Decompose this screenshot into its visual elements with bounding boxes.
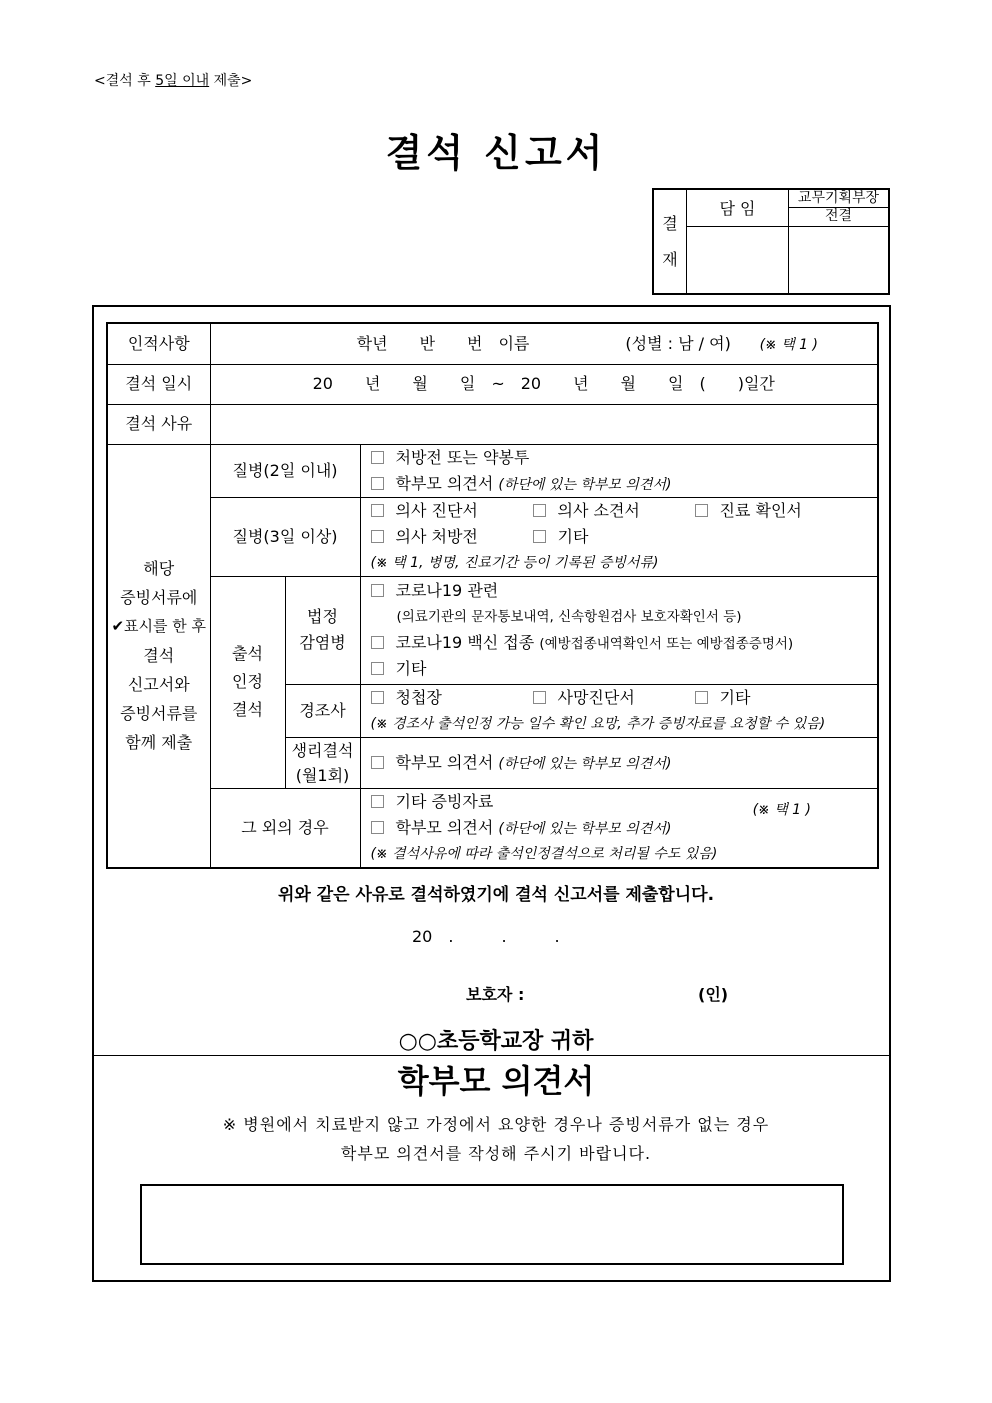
submission-note xyxy=(94,70,252,90)
checkbox-diagnosis[interactable]: 의사 진단서 xyxy=(371,498,533,524)
checkbox-infect-other[interactable]: 기타 xyxy=(371,656,872,682)
seal-label: (인) xyxy=(698,985,729,1004)
checkbox-family-other[interactable]: 기타 xyxy=(695,688,751,707)
submit-date-field[interactable]: 20 . . . xyxy=(412,927,560,946)
homeroom-label: 담 임 xyxy=(687,189,789,226)
checkbox-covid[interactable]: 코로나19 관련 xyxy=(371,578,872,604)
sick3-label: 질병(3일 이상) xyxy=(210,497,360,576)
menstrual-label: 생리결석 (월1회) xyxy=(285,737,360,788)
opinion-title: 학부모 의견서 xyxy=(397,1062,595,1100)
approval-side-label: 결 재 xyxy=(653,189,687,294)
note-deadline: 5일 이내 xyxy=(155,73,210,89)
family-options xyxy=(360,684,878,737)
checkbox-doctor-prescription[interactable]: 의사 처방전 xyxy=(371,524,533,550)
reason-field[interactable] xyxy=(210,404,878,444)
report-table xyxy=(106,322,879,869)
note-prefix: <결석 후 xyxy=(94,73,156,89)
infect-options xyxy=(360,576,878,684)
attend-label: 출석 인정 결석 xyxy=(210,576,285,788)
checkbox-sick3-other[interactable]: 기타 xyxy=(533,527,589,546)
personal-field[interactable]: 학년 반 번 이름 (성별 : 남 / 여) xyxy=(210,323,878,364)
checkbox-parent-opinion[interactable]: 학부모 의견서 (하단에 있는 학부모 의견서) xyxy=(371,471,872,497)
other-options: (※ 택 1 ) 기타 증빙자료 학부모 의견서 (하단에 있는 학부모 의견서) (※ 결석사유에 따라 출석인정결석으로 처리될 수도 있음) xyxy=(360,788,878,868)
sick2-label: 질병(2일 이내) xyxy=(210,444,360,497)
checkbox-wedding[interactable]: 청첩장 xyxy=(371,685,533,711)
sick2-options: (※ 택 1 ) 처방전 또는 약봉투 학부모 의견서 (하단에 있는 학부모 의견서) xyxy=(360,444,878,497)
guardian-label: 보호자 : xyxy=(466,985,525,1004)
head-sign-field[interactable] xyxy=(789,226,890,294)
page-title: 결석 신고서 xyxy=(385,131,607,175)
reason-label: 결석 사유 xyxy=(107,404,210,444)
family-note: (※ 경조사 출석인정 가능 일수 확인 요망, 추가 증빙자료를 요청할 수 있음) xyxy=(370,715,826,732)
sick3-note: (※ 택 1, 병명, 진료기간 등이 기록된 증빙서류) xyxy=(370,554,659,571)
opinion-input-box[interactable] xyxy=(140,1184,844,1265)
checkbox-confirmation[interactable]: 진료 확인서 xyxy=(695,501,802,520)
checkbox-other-opinion[interactable]: 학부모 의견서 (하단에 있는 학부모 의견서) xyxy=(371,815,872,841)
date-field[interactable]: 20 년 월 일 ~ 20 년 월 일 ( )일간 xyxy=(210,364,878,404)
homeroom-sign-field[interactable] xyxy=(687,226,789,294)
addressee: ○○초등학교장 귀하 xyxy=(398,1029,594,1054)
approval-box xyxy=(652,188,890,295)
date-label: 결석 일시 xyxy=(107,364,210,404)
family-label: 경조사 xyxy=(285,684,360,737)
other-note: (※ 결석사유에 따라 출석인정결석으로 처리될 수도 있음) xyxy=(370,845,718,862)
checkbox-menstrual-opinion[interactable]: 학부모 의견서 (하단에 있는 학부모 의견서) xyxy=(371,750,872,776)
head-label: 교무기획부장 전결 xyxy=(789,189,890,226)
personal-label: 인적사항 xyxy=(107,323,210,364)
opinion-instruction-2: 학부모 의견서를 작성해 주시기 바랍니다. xyxy=(340,1144,652,1163)
note-suffix: 제출> xyxy=(209,73,253,89)
sick3-options xyxy=(360,497,878,576)
checkbox-opinion[interactable]: 의사 소견서 xyxy=(533,498,695,524)
checkbox-other-evidence[interactable]: 기타 증빙자료 xyxy=(371,789,872,815)
checkbox-prescription[interactable]: 처방전 또는 약봉투 xyxy=(371,445,872,471)
menstrual-options xyxy=(360,737,878,788)
declaration: 위와 같은 사유로 결석하였기에 결석 신고서를 제출합니다. xyxy=(277,885,715,905)
other-label: 그 외의 경우 xyxy=(210,788,360,868)
instruction-cell: 해당 증빙서류에 ✔표시를 한 후 결석 신고서와 증빙서류를 함께 제출 xyxy=(107,444,210,868)
opinion-instruction-1: ※ 병원에서 치료받지 않고 가정에서 요양한 경우나 증빙서류가 없는 경우 xyxy=(222,1115,770,1134)
infect-label: 법정 감염병 xyxy=(285,576,360,684)
checkbox-vaccine[interactable]: 코로나19 백신 접종 (예방접종내역확인서 또는 예방접종증명서) xyxy=(371,630,872,656)
covid-note: (의료기관의 문자통보내역, 신속항원검사 보호자확인서 등) xyxy=(396,609,742,625)
checkbox-death-cert[interactable]: 사망진단서 xyxy=(533,685,695,711)
